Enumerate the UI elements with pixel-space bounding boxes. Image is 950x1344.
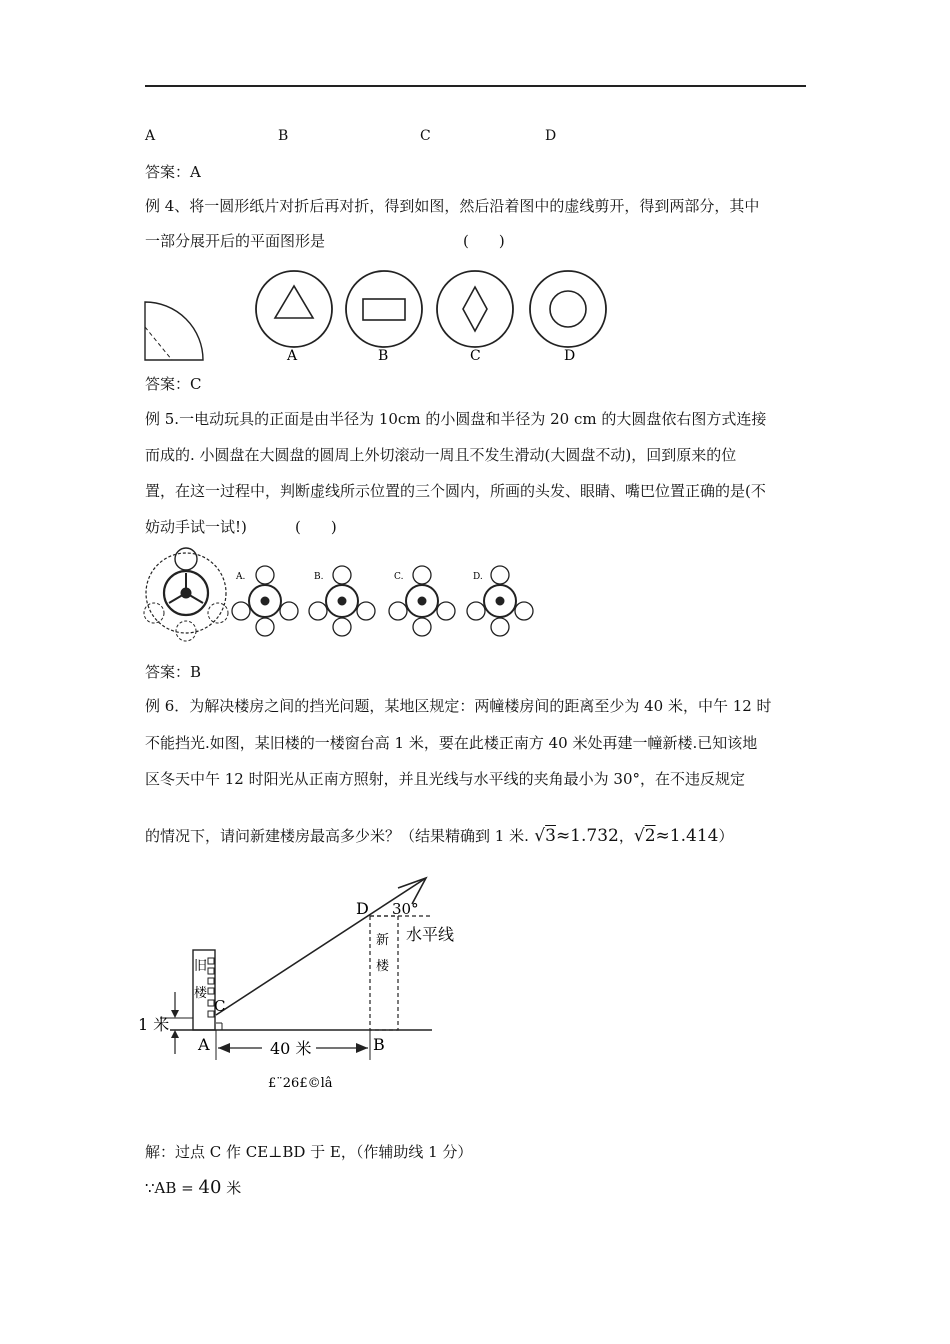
old-building-label-2: 楼 [194,986,208,1001]
ex6-text-line4 [145,826,815,846]
ex4-fig-label-a: A [287,348,298,364]
solution-line2-unit: 米 [226,1179,242,1197]
ex4-answer: 答案：C [145,375,202,393]
horizontal-line-label: 水平线 [406,925,455,944]
up-arrow-icon [171,1030,179,1038]
ex5-text-line2: 而成的. 小圆盘在大圆盘的圆周上外切滚动一周且不发生滑动(大圆盘不动)，回到原来的位 [145,446,737,464]
label-d: D [356,899,369,918]
ex4-text-line2 [145,231,815,251]
sqrt3-approx: ≈1.732 [555,826,619,846]
ex5-text-line3: 置，在这一过程中，判断虚线所示位置的三个圆内，所画的头发、眼睛、嘴巴位置正确的是(不 [145,482,766,500]
ex5-answer: 答案：B [145,663,202,681]
header-rule [145,85,806,87]
ex5-answer-paren: ( ) [295,518,337,536]
one-meter-label: 1 米 [138,1015,170,1034]
sun-ray-line [216,878,426,1015]
sqrt2-expression: √2≈1.414 [633,826,719,846]
solution-line1: 解：过点 C 作 CE⊥BD 于 E，（作辅助线 1 分） [145,1143,473,1161]
option-label-a: A [145,128,156,144]
ex4-figure [140,255,620,370]
ex4-fig-label-c: C [470,348,481,364]
new-building-label-1: 新 [376,933,390,948]
option-label-b: B [278,128,289,144]
ex6-text-line3: 区冬天中午 12 时阳光从正南方照射，并且光线与水平线的夹角最小为 30°，在不违反规定 [145,770,745,788]
sqrt2-radicand: 2 [644,826,656,846]
solution-line2-prefix: ∵AB = [145,1179,194,1197]
ex6-separator: ， [618,827,634,845]
ex5-text-line4-body: 妨动手试一试!) [145,518,247,536]
ex5-main-toy [144,548,228,641]
solution-line2 [145,1178,815,1198]
answer-prev: 答案：A [145,163,201,181]
ex4-option-c-shape [437,271,513,347]
old-building-label-1: 旧 [194,959,208,974]
ex6-text-line2: 不能挡光.如图，某旧楼的一楼窗台高 1 米，要在此楼正南方 40 米处再建一幢新楼.已知该地 [145,734,758,752]
ex5-fig-label-d: D. [473,572,483,582]
option-label-d: D [545,128,557,144]
ex4-fig-label-d: D [564,348,576,364]
label-b: B [373,1035,385,1054]
down-arrow-icon [171,1010,179,1018]
ex5-fig-label-b: B. [314,572,324,582]
sqrt2-approx: ≈1.414 [655,826,719,846]
sqrt3-expression: √3≈1.732 [528,826,619,846]
ex5-text-line4 [145,517,815,537]
ex5-text-line1: 例 5.一电动玩具的正面是由半径为 10cm 的小圆盘和半径为 20 cm 的大圆盘依右图方式连接 [145,410,767,428]
label-c: C [214,997,226,1015]
new-building-label-2: 楼 [376,959,390,974]
folded-paper-quarter [145,302,203,360]
ex6-building-figure [130,870,490,1095]
angle-label: 30° [392,900,419,918]
solution-line2-value: 40 [198,1177,222,1198]
ex4-text-line1: 例 4、将一圆形纸片对折后再对折，得到如图，然后沿着图中的虚线剪开，得到两部分，其中 [145,197,760,215]
ex5-fig-label-c: C. [394,572,404,582]
ex4-fig-label-b: B [378,348,389,364]
ex6-text-line1: 例 6．为解决楼房之间的挡光问题，某地区规定：两幢楼房间的距离至少为 40 米，中午 12 时 [145,697,772,715]
ex4-answer-paren: ( ) [463,232,505,250]
figure-caption: £¨26£©lâ [268,1076,333,1091]
ex4-option-a-shape [256,271,332,347]
label-a: A [198,1035,210,1054]
distance-label: 40 米 [270,1039,312,1058]
right-arrow-icon [356,1043,368,1053]
ex5-figure [140,545,540,645]
ex6-close-paren: ） [718,827,734,845]
ex4-text-line2-body: 一部分展开后的平面图形是 [145,232,326,250]
ex5-fig-label-a: A. [236,572,246,582]
left-arrow-icon [218,1043,230,1053]
option-label-c: C [420,128,431,144]
ex6-text-line4-body: 的情况下，请问新建楼房最高多少米？（结果精确到 1 米. [145,827,529,845]
sqrt3-radicand: 3 [545,826,556,846]
ex4-option-b-shape [346,271,422,347]
ex4-option-d-shape [530,271,606,347]
